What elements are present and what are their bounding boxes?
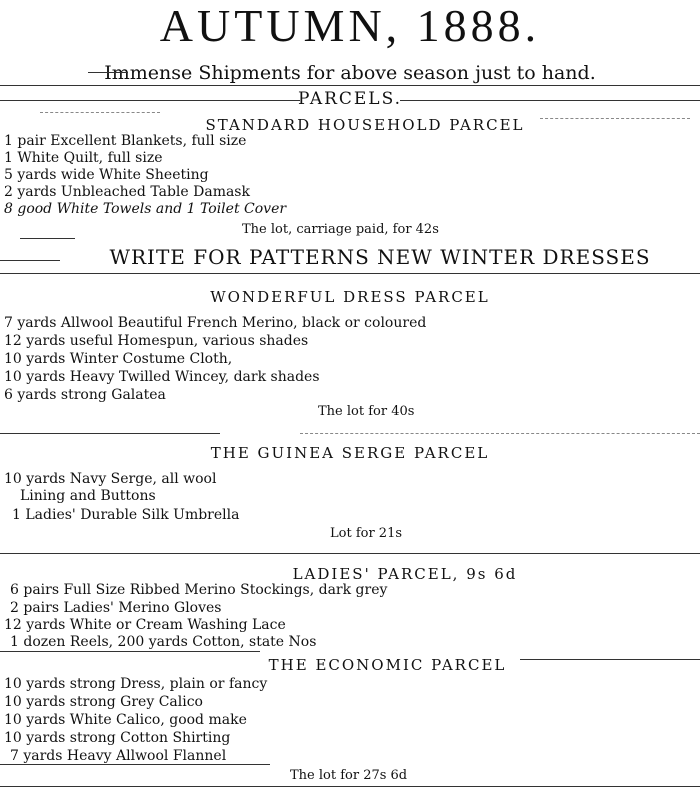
divider [88,72,128,73]
list-item: 5 yards wide White Sheeting [4,167,209,183]
list-item: 1 pair Excellent Blankets, full size [4,133,247,149]
subtitle: Immense Shipments for above season just to hand. [104,62,596,84]
list-item: 6 pairs Full Size Ribbed Merino Stockings, dark grey [10,582,388,598]
list-item: 10 yards Heavy Twilled Wincey, dark shades [4,369,320,385]
list-item: Lining and Buttons [20,488,156,504]
divider [0,433,220,434]
divider [0,651,260,652]
list-item: 12 yards useful Homespun, various shades [4,333,309,349]
list-item: 8 good White Towels and 1 Toilet Cover [4,201,287,217]
list-item: 2 yards Unbleached Table Damask [4,184,250,200]
list-item: 10 yards strong Dress, plain or fancy [4,676,268,692]
guinea-heading: THE GUINEA SERGE PARCEL [210,444,490,462]
divider [540,118,690,119]
list-item: 10 yards Navy Serge, all wool [4,471,217,487]
divider [0,260,60,261]
list-item: 10 yards strong Cotton Shirting [4,730,231,746]
list-item: 6 yards strong Galatea [4,387,166,403]
divider [0,273,700,274]
divider [40,112,160,113]
guinea-price: Lot for 21s [330,526,403,541]
list-item: 7 yards Heavy Allwool Flannel [10,748,227,764]
list-item: 1 Ladies' Durable Silk Umbrella [12,507,240,523]
list-item: 12 yards White or Cream Washing Lace [4,617,286,633]
list-item: 7 yards Allwool Beautiful French Merino, black or coloured [4,315,427,331]
divider [300,433,700,434]
dress-heading: WONDERFUL DRESS PARCEL [210,288,490,306]
divider [520,659,700,660]
standard-heading: STANDARD HOUSEHOLD PARCEL [205,116,525,134]
list-item: 1 White Quilt, full size [4,150,163,166]
list-item: 10 yards Winter Costume Cloth, [4,351,233,367]
standard-price: The lot, carriage paid, for 42s [242,222,439,237]
divider [20,238,75,239]
divider [400,100,700,101]
list-item: 1 dozen Reels, 200 yards Cotton, state Nos [10,634,317,650]
dress-price: The lot for 40s [318,404,415,419]
parcels-heading: PARCELS. [297,89,403,109]
divider [0,85,700,86]
divider [0,100,300,101]
economic-price: The lot for 27s 6d [290,768,408,783]
divider [0,553,700,554]
list-item: 2 pairs Ladies' Merino Gloves [10,600,222,616]
list-item: 10 yards strong Grey Calico [4,694,203,710]
list-item: 10 yards White Calico, good make [4,712,247,728]
write-heading: WRITE FOR PATTERNS NEW WINTER DRESSES [109,245,651,269]
economic-heading: THE ECONOMIC PARCEL [268,656,507,674]
divider [0,764,270,765]
ladies-heading: LADIES' PARCEL, 9s 6d [292,565,518,583]
page-title: AUTUMN, 1888. [159,0,541,51]
